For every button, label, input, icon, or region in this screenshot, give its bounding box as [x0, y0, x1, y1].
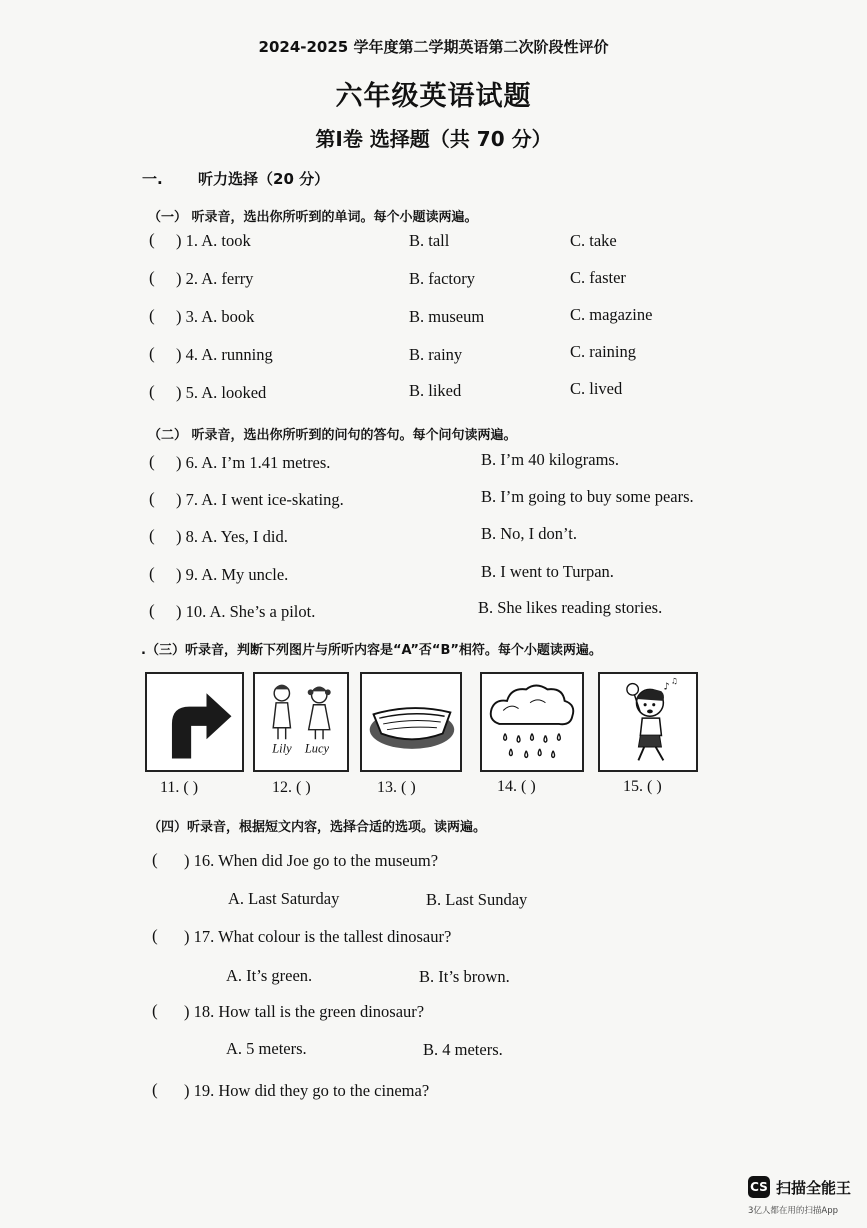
question-option-c: C. raining [570, 342, 636, 361]
question-option-c: C. magazine [570, 305, 653, 324]
answer-blank[interactable]: ( [149, 344, 155, 363]
scanner-app-name: 扫描全能王 [776, 1179, 852, 1197]
question-option-a: A. 5 meters. [226, 1039, 307, 1058]
answer-blank[interactable]: ( [152, 1080, 158, 1099]
question-stem: ) 18. How tall is the green dinosaur? [184, 1002, 425, 1021]
picture-caption: 13. ( ) [377, 779, 416, 796]
question-option-c: C. take [570, 231, 617, 250]
picture-boat [360, 672, 462, 772]
picture-rain [480, 672, 584, 772]
question-option-b: B. 4 meters. [423, 1040, 503, 1059]
picture-caption: 11. ( ) [160, 779, 199, 796]
question-option-b: B. tall [409, 231, 450, 250]
answer-blank[interactable]: ( [149, 306, 155, 325]
question-stem: ) 16. When did Joe go to the museum? [184, 851, 439, 870]
girl-name-label: Lily [272, 741, 292, 756]
question-option-b: B. I went to Turpan. [481, 562, 614, 581]
question-option-b: B. No, I don’t. [481, 524, 577, 543]
exam-title: 六年级英语试题 [335, 81, 532, 112]
question-option-b: B. She likes reading stories. [478, 598, 663, 617]
scanner-tagline: 3亿人都在用的扫描App [748, 1206, 839, 1216]
picture-caption: 15. ( ) [623, 778, 662, 795]
answer-blank[interactable]: ( [149, 489, 155, 508]
answer-blank[interactable]: ( [152, 926, 158, 945]
question-option-a: ) 6. A. I’m 1.41 metres. [176, 453, 331, 472]
picture-two-girls [253, 672, 349, 772]
answer-blank[interactable]: ( [149, 230, 155, 249]
question-option-a: A. It’s green. [226, 966, 313, 985]
question-option-b: B. I’m going to buy some pears. [481, 487, 694, 506]
picture-boy-singing [598, 672, 698, 772]
answer-blank[interactable]: ( [149, 564, 155, 583]
boat-icon [362, 674, 460, 770]
answer-blank[interactable]: ( [152, 1001, 158, 1020]
volume-heading: 第Ⅰ卷 选择题（共 70 分） [315, 127, 552, 151]
section-number: 一. [142, 170, 163, 188]
question-option-b: B. rainy [409, 345, 463, 364]
section-title: 听力选择（20 分） [198, 170, 330, 188]
question-option-a: ) 5. A. looked [176, 383, 267, 402]
question-option-b: B. factory [409, 269, 475, 288]
question-stem: ) 17. What colour is the tallest dinosaur? [184, 927, 452, 946]
question-option-b: B. liked [409, 381, 462, 400]
question-stem: ) 19. How did they go to the cinema? [184, 1081, 430, 1100]
exam-term-heading: 2024-2025 学年度第二学期英语第二次阶段性评价 [258, 38, 609, 56]
question-option-b: B. I’m 40 kilograms. [481, 450, 619, 469]
turn-right-arrow-icon [147, 674, 242, 770]
question-option-b: B. museum [409, 307, 485, 326]
question-option-a: ) 3. A. book [176, 307, 255, 326]
question-option-a: ) 7. A. I went ice-skating. [176, 490, 344, 509]
question-option-a: ) 9. A. My uncle. [176, 565, 289, 584]
question-option-a: ) 8. A. Yes, I did. [176, 527, 288, 546]
answer-blank[interactable]: ( [149, 382, 155, 401]
question-option-a: ) 10. A. She’s a pilot. [176, 602, 316, 621]
part4-instruction: （四）听录音，根据短文内容，选择合适的选项。读两遍。 [148, 820, 487, 835]
answer-blank[interactable]: ( [149, 526, 155, 545]
scanner-logo-icon: CS [748, 1176, 770, 1198]
part3-instruction: .（三）听录音，判断下列图片与所听内容是“A”否“B”相符。每个小题读两遍。 [141, 643, 602, 658]
question-option-a: ) 1. A. took [176, 231, 251, 250]
picture-turn-right [145, 672, 244, 772]
picture-caption: 12. ( ) [272, 779, 311, 796]
question-option-a: ) 2. A. ferry [176, 269, 254, 288]
question-option-c: C. lived [570, 379, 623, 398]
question-option-a: A. Last Saturday [228, 889, 340, 908]
question-option-c: C. faster [570, 268, 626, 287]
question-option-b: B. Last Sunday [426, 890, 528, 909]
two-girls-icon [255, 674, 347, 770]
answer-blank[interactable]: ( [152, 850, 158, 869]
svg-text:♪: ♪ [663, 681, 670, 693]
answer-blank[interactable]: ( [149, 601, 155, 620]
svg-text:♫: ♫ [671, 676, 678, 686]
boy-singing-icon [600, 674, 696, 770]
answer-blank[interactable]: ( [149, 452, 155, 471]
picture-caption: 14. ( ) [497, 778, 536, 795]
part1-instruction: （一） 听录音，选出你所听到的单词。每个小题读两遍。 [148, 210, 478, 225]
girl-name-label: Lucy [304, 741, 330, 756]
question-option-b: B. It’s brown. [419, 967, 510, 986]
rain-cloud-icon [482, 674, 582, 770]
part2-instruction: （二） 听录音，选出你所听到的问句的答句。每个问句读两遍。 [148, 428, 517, 443]
answer-blank[interactable]: ( [149, 268, 155, 287]
question-option-a: ) 4. A. running [176, 345, 273, 364]
